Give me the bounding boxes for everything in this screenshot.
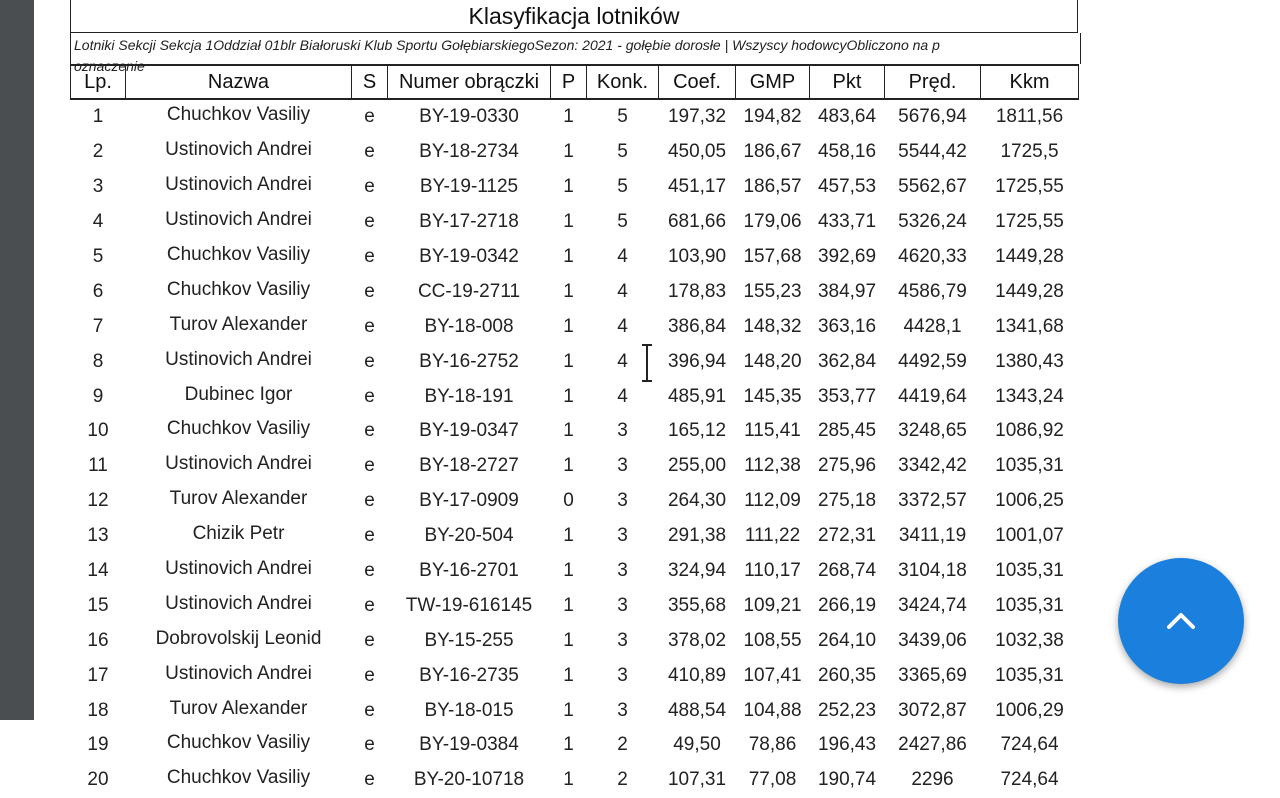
cell-gmp: 112,09	[744, 490, 801, 512]
cell-pred: 3439,06	[898, 629, 967, 651]
cell-nazwa: Ustinovich Andrei	[165, 139, 312, 161]
cell-s: e	[364, 699, 375, 721]
cell-p: 1	[563, 734, 574, 756]
cell-coef: 355,68	[667, 594, 727, 616]
table-row	[71, 309, 1079, 344]
cell-lp: 1	[92, 106, 104, 128]
table-body	[71, 99, 1079, 798]
cell-nazwa: Dubinec Igor	[184, 383, 293, 405]
cell-pred: 2427,86	[898, 734, 967, 756]
cell-konk: 3	[617, 525, 628, 547]
cell-numer: BY-19-0330	[419, 106, 519, 128]
cell-kkm: 1035,31	[995, 455, 1064, 477]
cell-numer: BY-16-2701	[419, 560, 519, 582]
cell-s: e	[364, 246, 375, 267]
cell-konk: 3	[617, 420, 628, 442]
cell-pred: 5676,94	[898, 106, 967, 128]
cell-numer: BY-18-2727	[419, 455, 519, 477]
cell-pkt: 362,84	[817, 350, 877, 372]
cell-numer: BY-16-2752	[419, 350, 519, 372]
pdf-page[interactable]	[70, 0, 1078, 791]
cell-lp: 5	[92, 246, 104, 267]
cell-nazwa: Ustinovich Andrei	[165, 348, 312, 370]
cell-coef: 107,31	[667, 769, 727, 791]
cell-lp: 11	[88, 455, 108, 477]
cell-numer: BY-19-0384	[419, 734, 519, 756]
table-row	[71, 170, 1079, 205]
cell-gmp: 115,41	[744, 420, 801, 442]
cell-s: e	[364, 664, 375, 686]
cell-pkt: 285,45	[817, 420, 877, 442]
table-row	[71, 449, 1079, 484]
table-row	[71, 623, 1079, 658]
cell-numer: BY-17-0909	[419, 490, 519, 512]
cell-coef: 255,00	[667, 455, 727, 477]
cell-gmp: 155,23	[743, 280, 802, 302]
cell-p: 1	[563, 280, 574, 302]
cell-s: e	[364, 734, 375, 756]
cell-kkm: 1035,31	[995, 594, 1064, 616]
cell-s: e	[364, 280, 375, 302]
cell-coef: 103,90	[667, 246, 727, 267]
col-header-konk: Konk.	[587, 65, 659, 99]
table-row	[71, 240, 1079, 275]
cell-gmp: 112,38	[744, 455, 801, 477]
cell-numer: BY-18-008	[424, 315, 514, 337]
cell-gmp: 77,08	[748, 769, 797, 791]
cell-pred: 4620,33	[898, 246, 967, 267]
cell-p: 0	[563, 490, 574, 512]
cell-gmp: 157,68	[743, 246, 802, 267]
cell-lp: 9	[92, 385, 104, 407]
table-row	[71, 344, 1079, 379]
table-row	[71, 135, 1079, 170]
cell-s: e	[364, 315, 375, 337]
cell-lp: 20	[87, 769, 109, 791]
cell-konk: 3	[617, 664, 628, 686]
col-header-gmp: GMP	[736, 65, 810, 99]
cell-p: 1	[563, 176, 574, 198]
cell-s: e	[364, 211, 375, 233]
cell-nazwa: Chizik Petr	[192, 523, 285, 545]
table-row	[71, 274, 1079, 309]
cell-kkm: 1032,38	[995, 629, 1064, 651]
cell-nazwa: Turov Alexander	[169, 313, 308, 335]
text-cursor-icon	[640, 344, 654, 382]
cell-konk: 4	[617, 385, 628, 407]
cell-kkm: 724,64	[1000, 769, 1059, 791]
col-header-kkm: Kkm	[981, 65, 1079, 99]
table-row	[71, 658, 1079, 693]
cell-s: e	[364, 629, 375, 651]
cell-s: e	[364, 350, 375, 372]
cell-lp: 16	[87, 629, 109, 651]
cell-p: 1	[563, 594, 574, 616]
cell-coef: 488,54	[667, 699, 727, 721]
cell-pkt: 384,97	[817, 280, 877, 302]
cell-p: 1	[563, 211, 574, 233]
cell-nazwa: Turov Alexander	[169, 697, 308, 719]
cell-p: 1	[563, 629, 574, 651]
cell-coef: 450,05	[667, 141, 727, 163]
cell-pkt: 190,74	[817, 769, 877, 791]
cell-konk: 3	[617, 490, 628, 512]
cell-kkm: 1006,29	[995, 699, 1064, 721]
cell-coef: 396,94	[667, 350, 727, 372]
cell-s: e	[364, 420, 375, 442]
cell-pred: 3372,57	[898, 490, 967, 512]
cell-konk: 2	[617, 734, 628, 756]
cell-pred: 3072,87	[898, 699, 967, 721]
viewer-left-rail	[0, 0, 34, 720]
table-row	[71, 205, 1079, 240]
cell-lp: 12	[87, 490, 109, 512]
cell-nazwa: Chuchkov Vasiliy	[166, 278, 311, 300]
cell-pred: 3365,69	[898, 664, 967, 686]
cell-coef: 165,12	[667, 420, 727, 442]
cell-gmp: 78,86	[748, 734, 797, 756]
cell-gmp: 111,22	[744, 525, 801, 547]
cell-p: 1	[563, 350, 574, 372]
cell-kkm: 1725,55	[995, 211, 1064, 233]
table-row	[71, 554, 1079, 589]
cell-pred: 5326,24	[898, 211, 967, 233]
cell-nazwa: Ustinovich Andrei	[165, 209, 312, 231]
cell-coef: 178,83	[667, 280, 727, 302]
subtitle-line-1: Lotniki Sekcji Sekcja 1Oddział 01blr Białoruski Klub Sportu GołębiarskiegoSezon: 2021 - gołębie dorosłe | Wszyscy hodowcyObliczono na p	[74, 37, 940, 53]
cell-coef: 410,89	[667, 664, 727, 686]
cell-nazwa: Chuchkov Vasiliy	[166, 104, 311, 126]
cell-lp: 19	[87, 734, 109, 756]
cell-s: e	[364, 769, 375, 791]
cell-pkt: 353,77	[817, 385, 877, 407]
cell-pkt: 458,16	[817, 141, 877, 163]
col-header-nazwa: Nazwa	[126, 65, 352, 99]
cell-coef: 386,84	[667, 315, 727, 337]
table-row	[71, 99, 1079, 135]
cell-pred: 5544,42	[898, 141, 967, 163]
cell-coef: 49,50	[673, 734, 721, 756]
scroll-to-top-button[interactable]	[1118, 558, 1244, 684]
cell-gmp: 186,67	[743, 141, 802, 163]
cell-p: 1	[563, 699, 574, 721]
page-subtitle	[70, 33, 1081, 74]
cell-coef: 681,66	[667, 211, 727, 233]
cell-pkt: 275,18	[817, 490, 877, 512]
cell-pred: 4419,64	[898, 385, 967, 407]
cell-konk: 3	[617, 594, 628, 616]
classification-table	[70, 64, 1079, 798]
subtitle-line-2: oznaczenie	[74, 58, 145, 74]
cell-nazwa: Ustinovich Andrei	[165, 662, 312, 684]
col-header-pred: Pręd.	[885, 65, 981, 99]
cell-numer: CC-19-2711	[417, 280, 521, 302]
cell-pkt: 196,43	[817, 734, 877, 756]
cell-lp: 10	[87, 420, 109, 442]
table-header-row	[71, 65, 1079, 99]
page-title: Klasyfikacja lotników	[70, 0, 1078, 33]
cell-pred: 2296	[911, 769, 954, 791]
col-header-pkt: Pkt	[810, 65, 885, 99]
cell-konk: 4	[617, 280, 628, 302]
cell-pred: 4428,1	[903, 315, 962, 337]
cell-numer: BY-20-504	[424, 525, 514, 547]
cell-gmp: 148,20	[743, 350, 802, 372]
cell-numer: BY-19-1125	[419, 176, 519, 198]
col-header-p: P	[551, 65, 587, 99]
cell-kkm: 1449,28	[995, 280, 1064, 302]
cell-pkt: 266,19	[817, 594, 877, 616]
cell-pkt: 252,23	[817, 699, 877, 721]
cell-pkt: 272,31	[817, 525, 877, 547]
col-header-s: S	[352, 65, 388, 99]
cell-konk: 4	[617, 350, 628, 372]
cell-kkm: 1035,31	[995, 664, 1064, 686]
cell-s: e	[364, 560, 375, 582]
table-row	[71, 763, 1079, 798]
cell-pkt: 483,64	[817, 106, 877, 128]
cell-konk: 3	[617, 699, 628, 721]
cell-p: 1	[563, 141, 574, 163]
cell-numer: BY-16-2735	[419, 664, 519, 686]
cell-coef: 324,94	[667, 560, 727, 582]
cell-nazwa: Turov Alexander	[169, 488, 308, 510]
cell-konk: 3	[617, 629, 628, 651]
cell-gmp: 148,32	[743, 315, 802, 337]
cell-p: 1	[563, 769, 574, 791]
cell-numer: BY-18-015	[424, 699, 514, 721]
col-header-lp: Lp.	[71, 65, 126, 99]
cell-coef: 291,38	[667, 525, 727, 547]
cell-lp: 3	[92, 176, 104, 198]
cell-pred: 3424,74	[898, 594, 967, 616]
cell-s: e	[364, 385, 375, 407]
cell-p: 1	[563, 106, 574, 128]
cell-pred: 3104,18	[898, 560, 967, 582]
cell-gmp: 145,35	[743, 385, 802, 407]
cell-p: 1	[563, 525, 574, 547]
cell-konk: 5	[617, 106, 628, 128]
cell-numer: BY-19-0342	[419, 246, 519, 267]
table-row	[71, 519, 1079, 554]
cell-nazwa: Ustinovich Andrei	[165, 558, 312, 580]
cell-nazwa: Chuchkov Vasiliy	[166, 418, 311, 440]
table-row	[71, 693, 1079, 728]
cell-numer: BY-18-191	[424, 385, 514, 407]
cell-lp: 14	[87, 560, 109, 582]
cell-numer: BY-15-255	[424, 629, 514, 651]
cell-numer: TW-19-616145	[405, 594, 533, 616]
cell-kkm: 1001,07	[995, 525, 1064, 547]
cell-konk: 2	[617, 769, 628, 791]
cell-numer: BY-17-2718	[419, 211, 519, 233]
cell-pkt: 275,96	[817, 455, 877, 477]
cell-lp: 6	[92, 280, 104, 302]
cell-s: e	[364, 525, 375, 547]
cell-coef: 451,17	[667, 176, 727, 198]
cell-p: 1	[563, 560, 574, 582]
cell-gmp: 194,82	[743, 106, 802, 128]
cell-lp: 2	[92, 141, 104, 163]
cell-gmp: 186,57	[743, 176, 802, 198]
cell-lp: 4	[92, 211, 104, 233]
cell-coef: 378,02	[667, 629, 727, 651]
cell-lp: 17	[87, 664, 109, 686]
cell-konk: 4	[617, 246, 628, 267]
cell-gmp: 110,17	[744, 560, 801, 582]
chevron-up-icon	[1163, 603, 1199, 639]
cell-konk: 5	[617, 176, 628, 198]
cell-p: 1	[563, 385, 574, 407]
cell-s: e	[364, 455, 375, 477]
cell-konk: 3	[617, 455, 628, 477]
cell-numer: BY-18-2734	[419, 141, 519, 163]
cell-s: e	[364, 106, 375, 128]
cell-s: e	[364, 490, 375, 512]
cell-gmp: 179,06	[743, 211, 802, 233]
table-row	[71, 588, 1079, 623]
cell-kkm: 1086,92	[995, 420, 1064, 442]
cell-gmp: 104,88	[743, 699, 802, 721]
col-header-coef: Coef.	[659, 65, 736, 99]
cell-p: 1	[563, 246, 574, 267]
cell-konk: 5	[617, 141, 628, 163]
cell-kkm: 1035,31	[995, 560, 1064, 582]
cell-kkm: 1380,43	[995, 350, 1064, 372]
cell-gmp: 108,55	[743, 629, 802, 651]
cell-p: 1	[563, 664, 574, 686]
cell-pkt: 363,16	[817, 315, 877, 337]
cell-p: 1	[563, 455, 574, 477]
cell-pkt: 457,53	[817, 176, 877, 198]
cell-coef: 197,32	[667, 106, 727, 128]
cell-pred: 3342,42	[898, 455, 967, 477]
cell-gmp: 109,21	[743, 594, 802, 616]
cell-nazwa: Dobrovolskij Leonid	[155, 627, 322, 649]
col-header-numer: Numer obrączki	[388, 65, 551, 99]
cell-pkt: 392,69	[817, 246, 877, 267]
cell-s: e	[364, 141, 375, 163]
cell-lp: 15	[87, 594, 109, 616]
cell-p: 1	[563, 420, 574, 442]
cell-gmp: 107,41	[743, 664, 802, 686]
cell-konk: 3	[617, 560, 628, 582]
cell-kkm: 1341,68	[995, 315, 1064, 337]
table-row	[71, 414, 1079, 449]
cell-nazwa: Ustinovich Andrei	[165, 453, 312, 475]
cell-pred: 3411,19	[898, 525, 967, 547]
cell-pkt: 260,35	[817, 664, 877, 686]
cell-coef: 264,30	[667, 490, 727, 512]
cell-kkm: 724,64	[1000, 734, 1059, 756]
cell-lp: 7	[92, 315, 104, 337]
cell-pkt: 433,71	[817, 211, 877, 233]
cell-pkt: 268,74	[817, 560, 877, 582]
cell-nazwa: Chuchkov Vasiliy	[166, 767, 311, 789]
cell-kkm: 1006,25	[995, 490, 1064, 512]
table-row	[71, 484, 1079, 519]
cell-numer: BY-20-10718	[413, 769, 525, 791]
cell-nazwa: Chuchkov Vasiliy	[166, 244, 311, 265]
cell-konk: 4	[617, 315, 628, 337]
cell-p: 1	[563, 315, 574, 337]
cell-pred: 5562,67	[898, 176, 967, 198]
cell-kkm: 1811,56	[995, 106, 1064, 128]
cell-pred: 4586,79	[898, 280, 967, 302]
cell-pred: 3248,65	[898, 420, 967, 442]
cell-numer: BY-19-0347	[419, 420, 519, 442]
cell-lp: 8	[92, 350, 104, 372]
table-row	[71, 379, 1079, 414]
cell-s: e	[364, 176, 375, 198]
cell-pkt: 264,10	[817, 629, 877, 651]
table-row	[71, 728, 1079, 763]
cell-pred: 4492,59	[898, 350, 967, 372]
cell-nazwa: Ustinovich Andrei	[165, 592, 312, 614]
cell-coef: 485,91	[667, 385, 727, 407]
cell-lp: 13	[87, 525, 109, 547]
cell-nazwa: Ustinovich Andrei	[165, 174, 312, 196]
cell-kkm: 1725,5	[1000, 141, 1059, 163]
cell-nazwa: Chuchkov Vasiliy	[166, 732, 311, 754]
cell-s: e	[364, 594, 375, 616]
cell-kkm: 1725,55	[995, 176, 1064, 198]
cell-lp: 18	[87, 699, 109, 721]
cell-kkm: 1343,24	[995, 385, 1064, 407]
cell-konk: 5	[617, 211, 628, 233]
cell-kkm: 1449,28	[995, 246, 1064, 267]
